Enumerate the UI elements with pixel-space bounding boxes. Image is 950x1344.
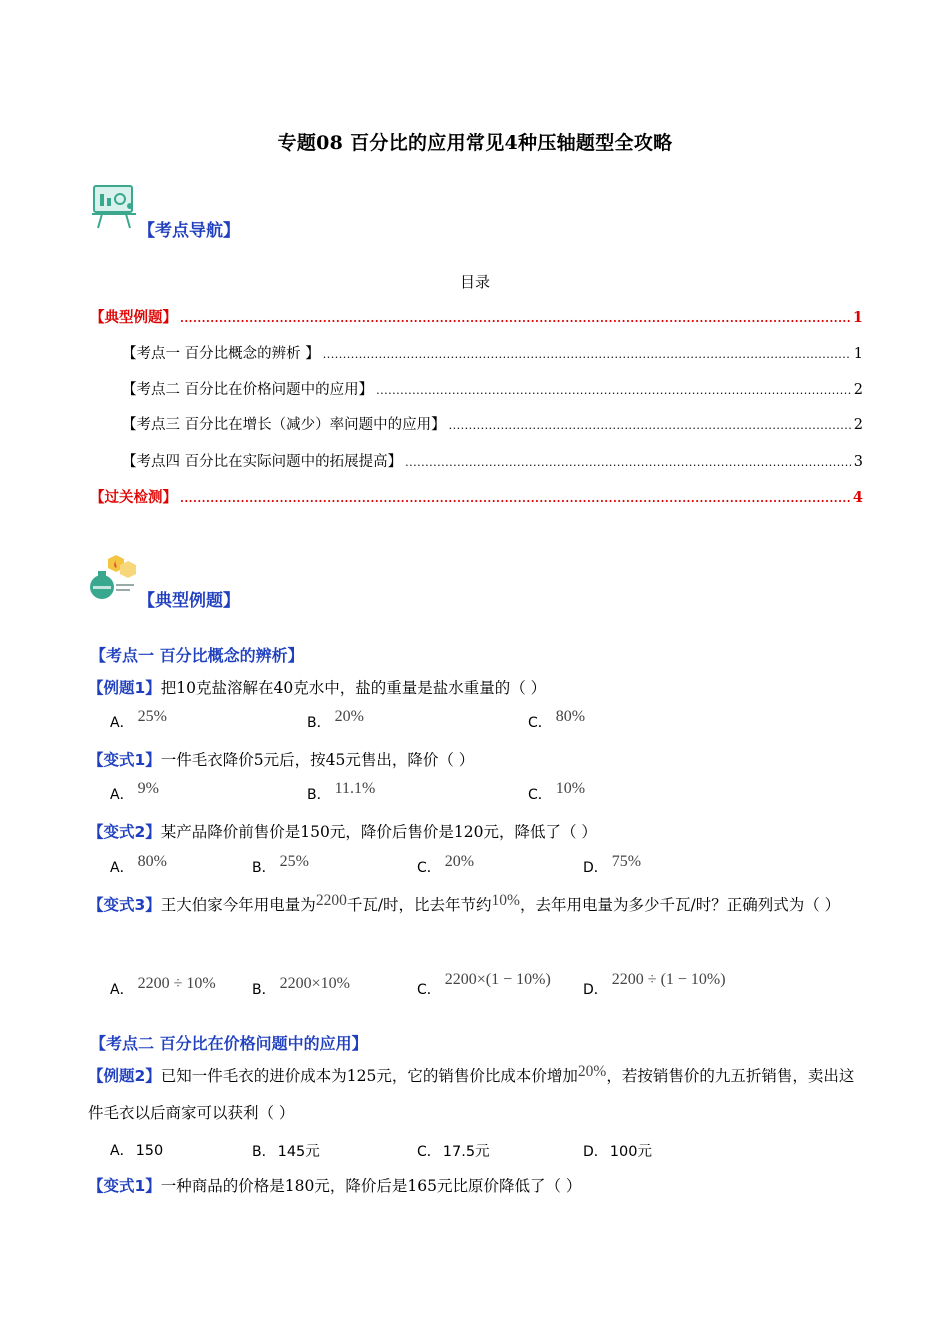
question: [88, 742, 863, 778]
toc-leader: [405, 456, 851, 469]
option-b[interactable]: B． 11.1%: [307, 780, 376, 803]
question-text: 一件毛衣降价5元后，按45元售出，降价（ ）: [160, 751, 475, 769]
toc-leader: [180, 312, 850, 325]
option-c[interactable]: C．2200×(1 − 10%): [417, 971, 551, 998]
kp1-heading: 【考点一 百分比概念的辨析】: [90, 646, 304, 665]
option-b[interactable]: B． 2200×10%: [252, 975, 350, 998]
toc-entry[interactable]: [90, 486, 863, 507]
toc-leader: [180, 492, 850, 505]
question-tag: 【变式1】: [88, 751, 161, 769]
toc-entry[interactable]: [122, 413, 863, 434]
question: [88, 670, 863, 706]
toc-leader: [449, 419, 851, 432]
question: [88, 1168, 863, 1204]
option-d[interactable]: D．2200 ÷ (1 − 10%): [583, 971, 726, 998]
question-tag: 【变式1】: [88, 1177, 161, 1195]
option-a[interactable]: A． 150: [110, 1143, 164, 1159]
page-title: 专题08 百分比的应用常见4种压轴题型全攻略: [277, 132, 673, 154]
toc-entry-label: 【考点四 百分比在实际问题中的拓展提高】: [122, 454, 403, 470]
option-c[interactable]: C． 80%: [528, 708, 586, 731]
toc-entry-label: 【典型例题】: [90, 309, 177, 326]
option-c[interactable]: C． 10%: [528, 780, 586, 803]
toc-entry-page: 1: [853, 346, 863, 362]
nav-heading: 【考点导航】: [138, 221, 240, 241]
option-d[interactable]: D． 75%: [583, 853, 642, 876]
toc-entry[interactable]: [122, 342, 863, 363]
question-tag: 【例题2】: [88, 1067, 161, 1085]
question-text: 一种商品的价格是180元，降价后是165元比原价降低了（ ）: [160, 1177, 582, 1195]
question-tag: 【变式3】: [88, 896, 161, 914]
toc-entry-page: 1: [852, 309, 863, 326]
question: 【变式3】王大伯家今年用电量为2200千瓦/时，比去年节约10%，去年用电量为多少千瓦/时？正确列式为（ ）: [88, 892, 841, 914]
option-a[interactable]: A． 9%: [110, 780, 159, 803]
toc-entry-label: 【考点一 百分比概念的辨析 】: [122, 346, 320, 362]
question-text: 把10克盐溶解在40克水中，盐的重量是盐水重量的（ ）: [160, 679, 547, 697]
option-b[interactable]: B． 20%: [307, 708, 364, 731]
option-a[interactable]: A． 25%: [110, 708, 167, 731]
option-b[interactable]: B． 25%: [252, 853, 309, 876]
question-text: 某产品降价前售价是150元，降价后售价是120元，降低了（ ）: [160, 823, 597, 841]
toc-entry-page: 2: [853, 417, 863, 433]
toc-title: 目录: [459, 273, 490, 291]
toc-entry-page: 2: [853, 382, 863, 398]
toc-entry-page: 4: [852, 489, 863, 506]
flask-icon: [90, 553, 138, 601]
kp2-heading: 【考点二 百分比在价格问题中的应用】: [90, 1034, 368, 1053]
question: [88, 814, 863, 850]
toc-entry-label: 【考点三 百分比在增长（减少）率问题中的应用】: [122, 417, 446, 433]
option-d[interactable]: D． 100元: [583, 1144, 652, 1160]
toc-entry[interactable]: [122, 378, 863, 399]
toc-entry[interactable]: [122, 450, 863, 471]
option-a[interactable]: A． 2200 ÷ 10%: [110, 975, 216, 998]
option-c[interactable]: C． 17.5元: [417, 1144, 490, 1160]
toc-entry-page: 3: [853, 454, 863, 470]
math-number: 2200: [315, 892, 347, 909]
math-number: 10%: [491, 892, 520, 909]
option-b[interactable]: B． 145元: [252, 1144, 320, 1160]
math-number: 20%: [577, 1063, 607, 1080]
toc-entry[interactable]: [90, 306, 863, 327]
toc-entry-label: 【考点二 百分比在价格问题中的应用】: [122, 382, 374, 398]
toc-leader: [376, 384, 851, 397]
toc-entry-label: 【过关检测】: [90, 489, 177, 506]
question-tag: 【变式2】: [88, 823, 161, 841]
option-c[interactable]: C． 20%: [417, 853, 475, 876]
examples-heading: 【典型例题】: [138, 591, 240, 611]
toc-leader: [323, 348, 851, 361]
presentation-board-icon: [90, 182, 138, 230]
option-a[interactable]: A． 80%: [110, 853, 167, 876]
question-tag: 【例题1】: [88, 679, 161, 697]
question: 【例题2】已知一件毛衣的进价成本为125元，它的销售价比成本价增加20%，若按销售价的九五折销售，卖出这件毛衣以后商家可以获利（ ）: [88, 1063, 855, 1122]
